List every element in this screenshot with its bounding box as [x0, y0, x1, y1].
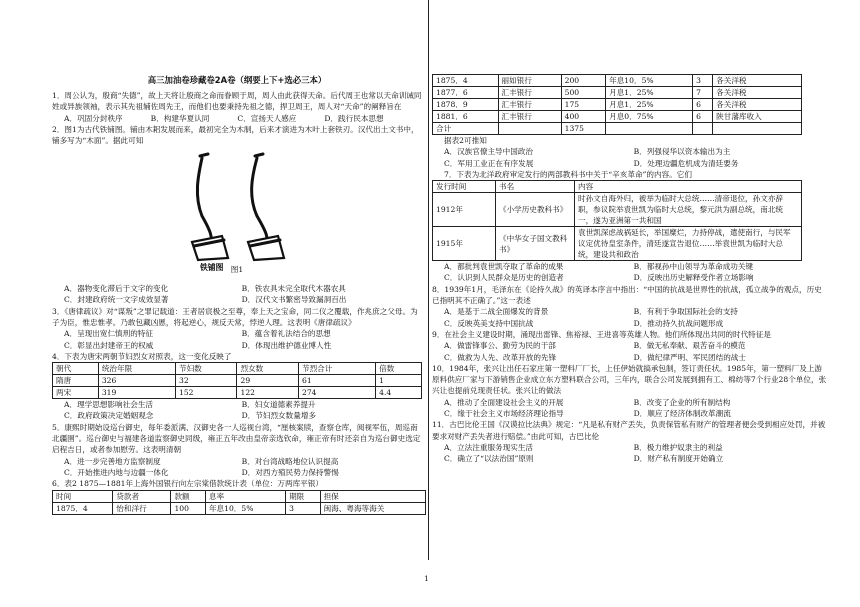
table-cell: 闽海、粤海等海关 — [320, 502, 425, 514]
table-row — [433, 227, 802, 261]
q10-option-b[interactable]: B．改变了企业的所有制结构 — [633, 397, 731, 407]
table-cell: 1875．4 — [433, 75, 499, 87]
table-cell: 500 — [561, 87, 605, 99]
table-cell: 319 — [98, 387, 175, 399]
q11-stem: 11．古巴比伦王国《汉谟拉比法典》规定：“凡是私有财产丢失，负责保管私有财产的管理者便会受到相应处罚，并被要求对财产丢失者进行赔偿。”由此可知，古巴比伦 — [432, 420, 826, 441]
page-number: 1 — [424, 574, 429, 583]
table-header: 期限 — [286, 490, 321, 502]
table-cell: 7 — [693, 87, 713, 99]
q5-stem: 5．康熙时期始设巡台御史，每年委派满、汉御史各一人巡视台湾，“厘核案牍，查察仓库，阅视军伍，周巡南北疆圉”。巡台御史与福建各道监察御史同级，雍正五年改由皇帝亲选钦命，雍正帝有时还亲自为巡台御史选定启程吉日，或者参加慰劳。这表明清朝 — [52, 422, 421, 455]
table-cell — [693, 123, 713, 135]
q6-option-b[interactable]: B．列强侵华以资本输出为主 — [633, 147, 731, 157]
table-cell: 各关洋税 — [713, 99, 802, 111]
q7-option-b[interactable]: B．都视孙中山领导为革命成功关键 — [633, 262, 754, 272]
q9-option-a[interactable]: A．做雷锋事公、勤劳为民的干部 — [444, 341, 556, 351]
table-cell: 1878．9 — [433, 99, 499, 111]
table-cell: 丽如银行 — [498, 75, 561, 87]
table-cell: 3 — [693, 75, 713, 87]
q5-option-a[interactable]: A．进一步完善地方监察制度 — [64, 456, 161, 466]
table-cell: 时孙文自海外归，被举为临时大总统……清帝退位，孙文亦辞职，参议院举袁世凯为临时大总统，黎元洪为副总统，南北统一，遂为亚洲第一共和国 — [575, 193, 802, 227]
q2-option-a[interactable]: A．器物变化滞后于文字的变化 — [64, 284, 169, 294]
table-cell: 怡和洋行 — [113, 502, 171, 514]
table-header: 朝代 — [53, 363, 99, 375]
q7-stem: 7．下表为北洋政府审定发行的两部教科书中关于“辛亥革命”的内容。它们 — [444, 169, 692, 179]
q6-option-d[interactable]: D．处理边疆危机成为清廷要务 — [633, 158, 739, 168]
table-header: 内容 — [575, 181, 802, 193]
q1-stem: 1．周公认为，殷商“失德”，故上天将让殷商之命而眷顾于周，周人由此获得天命。后代周王也常以天命训诫同姓或异族领袖，表示其先祖辅佐周先王，而他们也要秉持先祖之德，捍卫周王，周人对“天命”的阐释旨在 — [52, 91, 422, 112]
q5-options — [52, 456, 422, 479]
table-cell: 6 — [693, 99, 713, 111]
q11-option-c[interactable]: C．确立了“以法治国”原则 — [444, 454, 534, 464]
table-cell: 汇丰银行 — [498, 99, 561, 111]
table-cell: 年息10．5% — [205, 502, 285, 514]
q5-option-c[interactable]: C．开始推进内地与边疆一体化 — [64, 467, 169, 477]
q10-option-c[interactable]: C．缘于社会主义市场经济理论指导 — [444, 409, 564, 419]
q6-option-a[interactable]: A．汉族官僚主导中国政治 — [444, 147, 534, 157]
table-cell: 100 — [171, 502, 206, 514]
table-row — [433, 75, 802, 87]
table-header: 烈女数 — [237, 363, 299, 375]
q9-option-b[interactable]: B．做无私奉献、艰苦奋斗的模范 — [633, 341, 746, 351]
q1-option-a[interactable]: A．巩固分封秩序 — [64, 113, 123, 123]
table-cell: 1 — [376, 375, 422, 387]
q3-option-b[interactable]: B．蕴含着礼法结合的思想 — [241, 329, 331, 339]
q7-option-d[interactable]: D．反映出历史解释受作者立场影响 — [633, 273, 754, 283]
table-row — [433, 87, 802, 99]
table-header: 倍数 — [376, 363, 422, 375]
q3-stem: 3．《唐律疏议》对“谋叛”之罪记载道：王者居宸极之至尊，奉上天之宝命，同二仪之覆载，作兆庶之父母。为子为臣，惟忠惟孝。乃敢包藏凶慝，将起逆心，规反天常，悖逆人理。这表明《唐律疏议》 — [52, 306, 418, 327]
table-cell: 1875．4 — [53, 502, 113, 514]
table-cell: 4.4 — [376, 387, 422, 399]
q10-option-a[interactable]: A．推动了全面建设社会主义的开展 — [444, 397, 564, 407]
table-cell: 月息1．25% — [606, 87, 693, 99]
table-cell: 1915年 — [433, 227, 496, 261]
table-cell: 月息1．25% — [606, 99, 693, 111]
table-header: 书名 — [496, 181, 575, 193]
q9-option-d[interactable]: D．做纪律严明、军民团结的战士 — [633, 352, 746, 362]
q9-option-c[interactable]: C．做救为人先、改革开放的先锋 — [444, 352, 557, 362]
table-row — [433, 99, 802, 111]
q7-table — [432, 180, 802, 261]
table-cell: 袁世凯深虑战祸延长，举国糜烂，力持停战，遣使南行，与民军议定优待皇室条件，清廷遂宣告退位……举袁世凯为临时大总统，建设共和政治 — [575, 227, 802, 261]
table-row — [433, 193, 802, 227]
q2-option-c[interactable]: C．封建政府统一文字成效显著 — [64, 295, 169, 305]
q3-option-a[interactable]: A．呈现出宽仁慎刑的特征 — [64, 329, 154, 339]
table-cell: 汇丰银行 — [498, 87, 561, 99]
q11-options — [432, 442, 827, 465]
table-header-row — [53, 490, 426, 502]
table-cell: 32 — [175, 375, 237, 387]
table-cell: 1881．6 — [433, 111, 499, 123]
table-cell: 3 — [286, 502, 321, 514]
q6-table-part2 — [432, 74, 802, 135]
q7-option-a[interactable]: A．都批判袁世凯夺取了革命的成果 — [444, 262, 564, 272]
table-cell: 《小学历史教科书》 — [496, 193, 575, 227]
q10-option-d[interactable]: D．顺应了经济体制改革潮流 — [633, 409, 731, 419]
table-cell: 61 — [298, 375, 375, 387]
q5-option-b[interactable]: B．对台湾战略地位认识提高 — [241, 456, 339, 466]
table-header: 时间 — [53, 490, 113, 502]
table-cell — [606, 123, 693, 135]
column-divider — [428, 0, 429, 560]
q4-option-b[interactable]: B．妇女道德素养提升 — [241, 400, 316, 410]
table-cell: 122 — [237, 387, 299, 399]
q3-option-c[interactable]: C．彰显出封建帝王的权威 — [64, 340, 154, 350]
table-cell: 《中华女子国文教科书》 — [496, 227, 575, 261]
table-cell — [498, 123, 561, 135]
q4-options — [52, 399, 422, 422]
table-row — [433, 111, 802, 123]
q9-stem: 9．在社会主义建设时期，涌现出雷锋、焦裕禄、王进喜等英雄人物。他们所体现出共同的时代特征是 — [432, 329, 771, 339]
exam-title: 高三加油卷珍藏卷2A卷（纲要上下+选必三本） — [147, 75, 327, 85]
q1-option-b[interactable]: B．构建华夏认同 — [150, 113, 210, 123]
q2-stem: 2．图1为古代铁铺图。铺由木耜发展而来，最初完全为木制，后来才演进为木叶上套铁刃。汉代出土文书中，铺多写为“木面”。据此可知 — [52, 124, 419, 146]
q10-stem: 10．1984年，张兴让出任石家庄第一塑料厂厂长，上任伊始就搞承包制，签订责任状。1985年，第一塑料厂及上游原料供应厂家与下游销售企业成立东方塑料联合公司，三年内，联合公司发展到拥有工、棉纺等7个行业28个单位，张兴让也提前兑现责任状。张兴让的做法 — [432, 363, 827, 396]
q1-options — [52, 113, 422, 124]
table-cell: 400 — [561, 111, 605, 123]
q3-option-d[interactable]: D．体现出维护德业博人性 — [241, 340, 332, 350]
q6-options — [432, 146, 827, 169]
q8-stem: 8．1939年1月，毛泽东在《论持久战》的英译本序言中指出：“中国的抗战是世界性的抗战，孤立战争的观点，历史已指明其不正确了。”这一表述 — [432, 284, 822, 306]
table-cell: 两宋 — [53, 387, 99, 399]
table-header: 担保 — [320, 490, 425, 502]
q1-option-d[interactable]: D．践行民本思想 — [324, 113, 384, 123]
table-header: 发行时间 — [433, 181, 496, 193]
table-row — [53, 375, 422, 387]
table-cell: 各关洋税 — [713, 75, 802, 87]
table-cell: 月息0．75% — [606, 111, 693, 123]
table-cell: 合计 — [433, 123, 499, 135]
table-header: 节烈合计 — [298, 363, 375, 375]
table-cell: 274 — [298, 387, 375, 399]
table-cell — [713, 123, 802, 135]
table-cell: 1877．6 — [433, 87, 499, 99]
q10-options — [432, 397, 827, 420]
table-cell: 各关洋税 — [713, 87, 802, 99]
q6-stem: 6．表2 1875—1881年上海外国银行向左宗棠借款统计表（单位：万两库平银） — [52, 479, 323, 489]
table-cell: 1375 — [561, 123, 605, 135]
q3-options — [52, 328, 422, 351]
q8-option-c[interactable]: C．反映英美支持中国抗战 — [444, 318, 534, 328]
figure-label: 铁铺图 — [200, 263, 224, 273]
table-cell: 年息10．5% — [606, 75, 693, 87]
table-cell: 175 — [561, 99, 605, 111]
q8-options — [432, 306, 827, 329]
q2-figure-caption: 图1 — [230, 265, 244, 275]
q5-option-d[interactable]: D．对西方殖民势力保持警惕 — [241, 467, 339, 477]
table-header: 贷款者 — [113, 490, 171, 502]
q8-option-d[interactable]: D．推动持久抗战问题形成 — [633, 318, 724, 328]
q4-stem: 4．下表为唐宋两朝节妇烈女对照表，这一变化反映了 — [52, 351, 232, 361]
table-cell: 200 — [561, 75, 605, 87]
table-cell: 152 — [175, 387, 237, 399]
table-cell: 326 — [98, 375, 175, 387]
table-header-row — [53, 363, 422, 375]
q8-option-a[interactable]: A．是基于二战全面爆发的背景 — [444, 307, 549, 317]
q6-option-c[interactable]: C．军用工业正在有序发展 — [444, 158, 534, 168]
q4-option-d[interactable]: D．节妇烈女数量增多 — [241, 411, 317, 421]
q2-option-d[interactable]: D．汉代文书繁密导致漏洞百出 — [241, 295, 347, 305]
q6-table-part1 — [52, 490, 426, 515]
q8-option-b[interactable]: B．有利于争取国际社会的支持 — [633, 307, 738, 317]
table-header: 统治年限 — [98, 363, 175, 375]
table-cell: 29 — [237, 375, 299, 387]
q7-option-c[interactable]: C．认识到人民群众是历史的创造者 — [444, 273, 564, 283]
q4-table — [52, 362, 422, 399]
q4-option-c[interactable]: C．政府政策决定婚姻观念 — [64, 411, 154, 421]
table-cell: 隋唐 — [53, 375, 99, 387]
q1-option-c[interactable]: C．宣扬天人感应 — [237, 113, 297, 123]
table-cell: 汇丰银行 — [498, 111, 561, 123]
q2-option-b[interactable]: B．铁农具未完全取代木器农具 — [241, 284, 346, 294]
table-header: 节妇数 — [175, 363, 237, 375]
q11-option-b[interactable]: B．极力维护奴隶主的利益 — [633, 442, 723, 452]
q6-after: 据表2可推知 — [444, 136, 487, 145]
table-cell: 6 — [693, 111, 713, 123]
table-row — [53, 387, 422, 399]
q7-options — [432, 261, 827, 284]
left-column — [52, 0, 422, 515]
table-row — [53, 502, 426, 514]
table-header-row — [433, 181, 802, 193]
q4-option-a[interactable]: A．理学思想影响社会生活 — [64, 400, 154, 410]
table-row — [433, 123, 802, 135]
table-cell: 陕甘藩库收入 — [713, 111, 802, 123]
q11-option-a[interactable]: A．立法注重服务现实生活 — [444, 442, 534, 452]
q11-option-d[interactable]: D．财产私有制度开始确立 — [633, 454, 724, 464]
right-column — [432, 0, 827, 465]
table-cell: 1912年 — [433, 193, 496, 227]
table-header: 款额 — [171, 490, 206, 502]
q2-options — [52, 283, 422, 306]
q9-options — [432, 340, 827, 363]
table-header: 息率 — [205, 490, 285, 502]
